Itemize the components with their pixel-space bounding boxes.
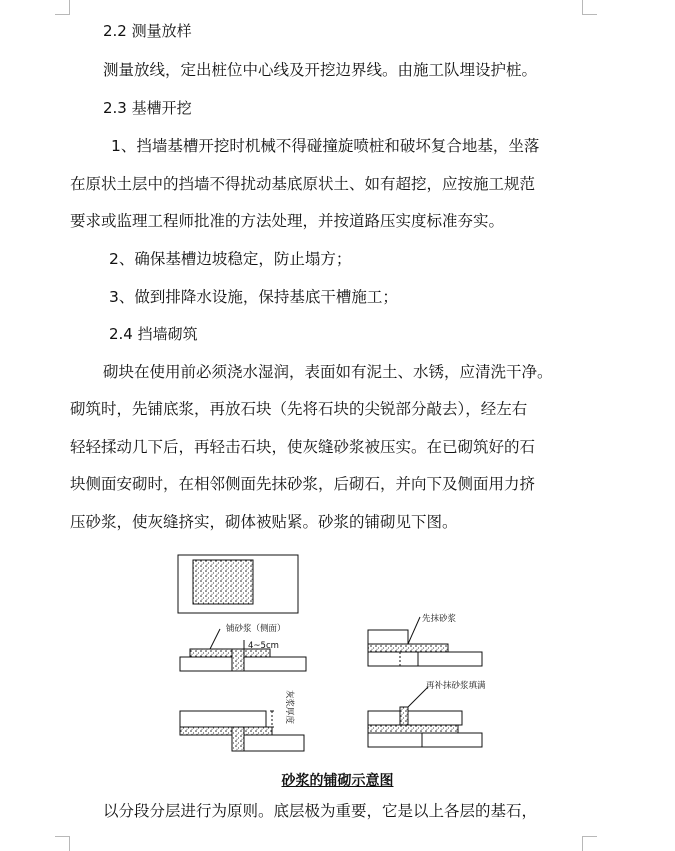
label-gap: 4~5cm	[248, 641, 279, 651]
figure-caption-text: 砂浆的铺砌示意图	[281, 773, 394, 789]
paragraph-line: 在原状土层中的挡墙不得扰动基底原状土、如有超挖，应按施工规范	[70, 175, 536, 193]
paragraph-line: 砌块在使用前必须浇水湿润，表面如有泥土、水锈，应清洗干净。	[103, 363, 553, 381]
mortar-face	[193, 560, 253, 604]
paragraph-line: 压砂浆，使灰缝挤实，砌体被贴紧。砂浆的铺砌见下图。	[70, 513, 458, 531]
page-corner-mark-top-right	[582, 0, 597, 15]
paragraph-survey: 测量放线，定出桩位中心线及开挖边界线。由施工队埋设护桩。	[103, 61, 538, 79]
label-first-mortar: 先抹砂浆	[422, 614, 457, 624]
label-joint-thickness: 灰浆厚度	[284, 690, 294, 725]
heading-2-3: 2.3 基槽开挖	[103, 99, 192, 117]
page-corner-mark-bottom-right	[582, 836, 597, 851]
paragraph-line: 砌筑时，先铺底浆，再放石块（先将石块的尖锐部分敲去），经左右	[70, 400, 528, 418]
label-side-mortar: 铺砂浆（侧面）	[226, 624, 286, 634]
paragraph-line: 轻轻揉动几下后，再轻击石块，使灰缝砂浆被压实。在已砌筑好的石	[70, 438, 536, 456]
page-corner-mark-bottom-left	[55, 836, 70, 851]
paragraph-closing: 以分段分层进行为原则。底层极为重要，它是以上各层的基石，	[103, 802, 538, 820]
label-refill: 再补抹砂浆填满	[426, 681, 486, 691]
list-item-3: 3、做到排降水设施，保持基底干槽施工；	[109, 288, 398, 306]
heading-2-4: 2.4 挡墙砌筑	[109, 325, 198, 343]
paragraph-line: 1、挡墙基槽开挖时机械不得碰撞旋喷桩和破坏复合地基，坐落	[111, 137, 540, 155]
paragraph-line: 块侧面安砌时，在相邻侧面先抹砂浆，后砌石，并向下及侧面用力挤	[70, 475, 536, 493]
heading-2-2: 2.2 测量放样	[103, 22, 192, 40]
page-corner-mark-top-left	[55, 0, 70, 15]
mortar-laying-diagram	[160, 545, 520, 760]
figure-caption	[0, 770, 675, 790]
list-item-2: 2、确保基槽边坡稳定，防止塌方；	[109, 250, 352, 268]
paragraph-line: 要求或监理工程师批准的方法处理，并按道路压实度标准夯实。	[70, 212, 505, 230]
